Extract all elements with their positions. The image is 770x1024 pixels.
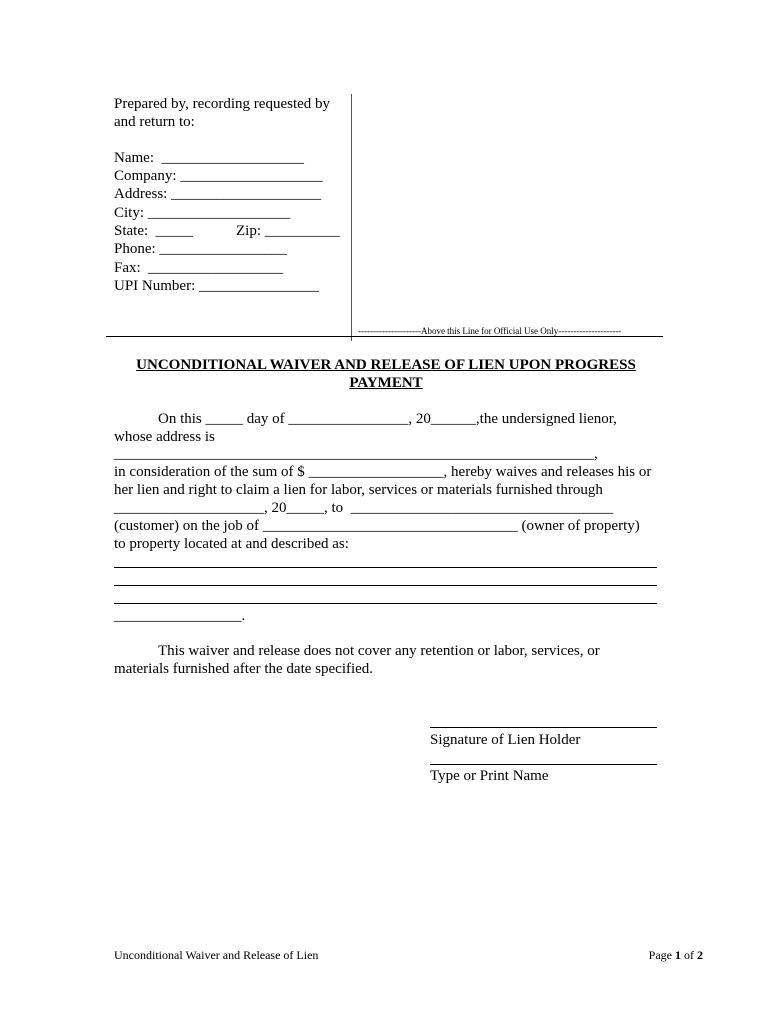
description-blank-line-3 <box>114 603 657 604</box>
document-title <box>114 356 658 392</box>
phone-field: Phone: _________________ <box>114 241 287 257</box>
retention-notice-line-2: materials furnished after the date specified. <box>114 661 374 677</box>
body-line-6: ____________________, 20_____, to ___________________________________ <box>114 500 614 516</box>
upi-number-field: UPI Number: ________________ <box>114 278 319 294</box>
state-field: State: _____ <box>114 223 194 239</box>
page-of: of <box>681 948 697 962</box>
retention-notice-line-1: This waiver and release does not cover any retention or labor, services, or <box>158 643 600 659</box>
document-title-line-2: PAYMENT <box>349 375 423 391</box>
body-line-1: On this _____ day of ________________, 20______,the undersigned lienor, <box>158 411 617 427</box>
print-name-line <box>430 764 657 765</box>
signature-line <box>430 727 657 728</box>
description-blank-line-4: _________________. <box>114 608 246 624</box>
body-line-8: to property located at and described as: <box>114 536 349 552</box>
prepared-by-line-1: Prepared by, recording requested by <box>114 96 331 112</box>
fax-field: Fax: __________________ <box>114 260 284 276</box>
footer-title: Unconditional Waiver and Release of Lien <box>114 948 319 962</box>
address-field: Address: ____________________ <box>114 186 322 202</box>
description-blank-line-1 <box>114 567 657 568</box>
page-current: 1 <box>675 948 681 962</box>
city-field: City: ___________________ <box>114 205 291 221</box>
document-title-line-1: UNCONDITIONAL WAIVER AND RELEASE OF LIEN UPON PROGRESS <box>136 357 636 373</box>
address-blank-line: ________________________________________________________________, <box>114 446 598 462</box>
company-field: Company: ___________________ <box>114 168 323 184</box>
zip-field: Zip: __________ <box>236 223 340 239</box>
print-name-label: Type or Print Name <box>430 768 549 784</box>
header-horizontal-divider <box>106 336 663 337</box>
page-prefix: Page <box>648 948 675 962</box>
page-number <box>649 948 703 962</box>
name-field: Name: ___________________ <box>114 150 304 166</box>
description-blank-line-2 <box>114 585 657 586</box>
body-line-4: in consideration of the sum of $ __________________, hereby waives and releases his or <box>114 464 652 480</box>
signature-label: Signature of Lien Holder <box>430 732 581 748</box>
page-total: 2 <box>697 948 703 962</box>
prepared-by-line-2: and return to: <box>114 114 195 130</box>
header-vertical-divider <box>351 94 352 341</box>
body-line-2: whose address is <box>114 429 215 445</box>
body-line-5: her lien and right to claim a lien for labor, services or materials furnished through <box>114 482 603 498</box>
official-use-notice: ---------------------Above this Line for Official Use Only--------------------- <box>358 326 622 336</box>
body-line-7: (customer) on the job of __________________________________ (owner of property) <box>114 518 640 534</box>
